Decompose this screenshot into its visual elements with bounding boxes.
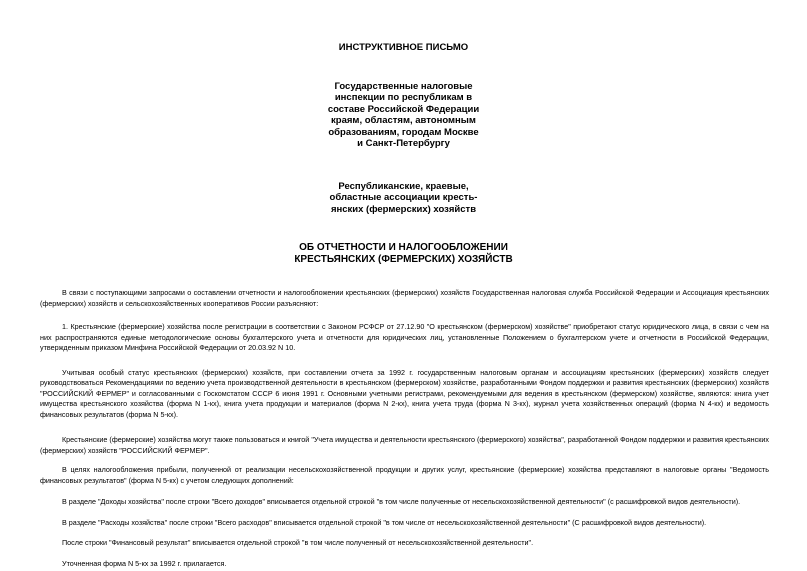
- title-line: ОБ ОТЧЕТНОСТИ И НАЛОГООБЛОЖЕНИИ: [299, 242, 508, 253]
- body-paragraph: В целях налогообложения прибыли, полученной от реализации несельскохозяйственной продукции и других услуг, крестьянские (фермерские) хозяйства представляют в налоговые органы "Ведомость финансовых результатов" (форма N 5-кх) с учетом следующих дополнений:: [40, 465, 769, 485]
- addressee-line: краям, областям, автономным: [331, 115, 476, 126]
- document-type-heading: ИНСТРУКТИВНОЕ ПИСЬМО: [338, 42, 469, 53]
- title-line: КРЕСТЬЯНСКИХ (ФЕРМЕРСКИХ) ХОЗЯЙСТВ: [294, 254, 513, 265]
- addressee-line: инспекции по республикам в: [334, 92, 473, 103]
- association-line: Республиканские, краевые,: [338, 180, 469, 192]
- document-title: [0, 242, 807, 266]
- body-paragraph: В разделе "Доходы хозяйства" после строки "Всего доходов" вписывается отдельной строкой "в том числе полученные от несельскохозяйственной деятельности" (с расшифровкой видов деятельности).: [62, 497, 741, 506]
- body-paragraph: В связи с поступающими запросами о составлении отчетности и налогообложении крестьянских (фермерских) хозяйств Государственная налоговая служба Российской Федерации и Ассоциация крестьянских (фермерских) хозяйств и сельскохозяйственных кооперативов России разъясняют:: [40, 288, 769, 308]
- addressee-line: образованиям, городам Москве: [328, 126, 479, 138]
- addressee-line: и Санкт-Петербургу: [357, 138, 450, 149]
- body-paragraph: 1. Крестьянские (фермерские) хозяйства после регистрации в соответствии с Законом РСФСР от 27.12.90 "О крестьянском (фермерском) хозяйстве" приобретают статус юридического лица, в связи с чем на них распространяются единые методологические основы бухгалтерского учета и отчетности для юридических лиц, установленные Положением о бухгалтерском учете и отчетности в Российской Федерации, утвержденным приказом Минфина Российской Федерации от 20.03.92 N 10.: [40, 322, 769, 352]
- addressee-line: составе Российской Федерации: [327, 103, 480, 115]
- association-line: областные ассоциации кресть-: [329, 192, 478, 203]
- addressee-line: Государственные налоговые: [334, 80, 473, 92]
- body-paragraph: Учитывая особый статус крестьянских (фермерских) хозяйств, при составлении отчета за 1992 г. государственным налоговым органам и ассоциациям крестьянских (фермерских) хозяйств следует руководствоваться Рекомендациями по ведению учета производственной деятельности в крестьянском (фермерском) хозяйстве, разработанными Фондом поддержки и развития крестьянских (фермерских) хозяйств "РОССИЙСКИЙ ФЕРМЕР" и согласованными с Госкомстатом СССР 6 июня 1991 г. Основными учетными регистрами, рекомендуемыми для ведения в крестьянском (фермерском) хозяйстве, являются: книга учет имущества крестьянского хозяйства (форма N 1-кх), книга учета продукции и материалов (форма N 2-кх), книга учета труда (форма N 3-кх), журнал учета хозяйственных операций (форма N 4-кх) и ведомость финансовых результатов (форма N 5-кх).: [40, 367, 769, 419]
- letter-body: [40, 288, 769, 569]
- association-addressee-block: [316, 181, 491, 216]
- association-line: янских (фермерских) хозяйств: [330, 203, 477, 215]
- body-paragraph: После строки "Финансовый результат" вписывается отдельной строкой "в том числе полученный от несельскохозяйственной деятельности".: [62, 538, 534, 547]
- body-paragraph: Крестьянские (фермерские) хозяйства могут также пользоваться и книгой "Учета имущества и деятельности крестьянского (фермерского) хозяйства", разработанной Фондом поддержки и развития крестьянских (фермерских) хозяйств "РОССИЙСКИЙ ФЕРМЕР".: [40, 435, 769, 455]
- body-paragraph: В разделе "Расходы хозяйства" после строки "Всего расходов" вписывается отдельной строкой "в том числе от несельскохозяйственной деятельности" (С расшифровкой видов деятельности).: [62, 517, 707, 527]
- body-paragraph: Уточненная форма N 5-кх за 1992 г. прилагается.: [62, 558, 227, 568]
- addressee-block: [316, 81, 491, 150]
